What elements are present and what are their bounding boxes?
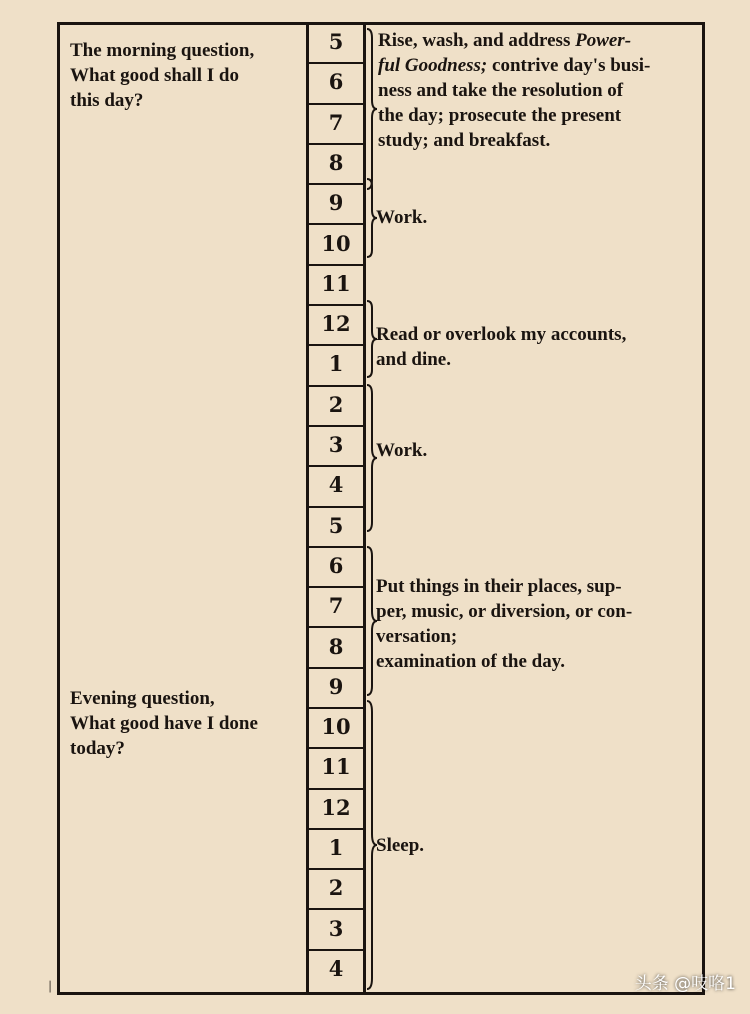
hour-label: 6 <box>328 552 344 578</box>
evening-question-line-3: today? <box>70 738 125 759</box>
activity-morning-text-1: Rise, wash, and address <box>378 30 576 51</box>
hour-divider <box>309 143 363 145</box>
hour-label: 4 <box>328 955 344 981</box>
hour-divider <box>309 908 363 910</box>
hour-label: 6 <box>328 69 344 95</box>
hour-divider <box>309 344 363 346</box>
evening-question <box>70 686 305 761</box>
hour-divider <box>309 385 363 387</box>
hour-divider <box>309 304 363 306</box>
hour-divider <box>309 183 363 185</box>
hour-divider <box>309 223 363 225</box>
hour-divider <box>309 949 363 951</box>
activity-evening-line-1: Put things in their places, sup- <box>376 576 622 597</box>
hour-divider <box>309 62 363 64</box>
hour-label: 11 <box>321 754 351 780</box>
hour-divider <box>309 788 363 790</box>
morning-question <box>70 38 305 113</box>
page-edge-mark: │ <box>47 982 54 993</box>
hour-divider <box>309 667 363 669</box>
hour-label: 12 <box>321 311 351 337</box>
hour-label: 5 <box>328 29 344 55</box>
morning-question-line-3: this day? <box>70 90 144 111</box>
activity-morning-text-3: ness and take the resolution of <box>378 80 624 101</box>
hour-label: 3 <box>328 432 344 458</box>
activity-evening-line-4: examination of the day. <box>376 651 565 672</box>
activity-noon-line-2: and dine. <box>376 349 451 370</box>
hour-divider <box>309 264 363 266</box>
hour-divider <box>309 747 363 749</box>
hour-divider <box>309 707 363 709</box>
activity-evening-line-3: versation; <box>376 626 458 647</box>
morning-question-line-1: The morning question, <box>70 40 255 61</box>
morning-question-line-2: What good shall I do <box>70 65 239 86</box>
hour-label: 11 <box>321 270 351 296</box>
hour-label: 2 <box>328 875 344 901</box>
activity-morning-italic-1: Power- <box>575 30 632 51</box>
evening-question-line-2: What good have I done <box>70 713 258 734</box>
morning-brace <box>366 28 378 190</box>
hour-label: 8 <box>328 633 344 659</box>
activity-morning <box>378 28 703 153</box>
hour-divider <box>309 425 363 427</box>
watermark-label: 头条 @吱咯1 <box>634 974 736 994</box>
hour-label: 9 <box>328 190 344 216</box>
hour-label: 10 <box>321 230 351 256</box>
activity-noon-line-1: Read or overlook my accounts, <box>376 324 627 345</box>
hour-label: 1 <box>328 351 344 377</box>
hour-divider <box>309 546 363 548</box>
activity-morning-italic-2: ful Goodness; <box>378 55 488 76</box>
hour-divider <box>309 828 363 830</box>
hour-divider <box>309 506 363 508</box>
hour-label: 9 <box>328 673 344 699</box>
hour-label: 4 <box>328 472 344 498</box>
activity-evening-line-2: per, music, or diversion, or con- <box>376 601 633 622</box>
hour-label: 8 <box>328 150 344 176</box>
hour-label: 2 <box>328 391 344 417</box>
hour-divider <box>309 465 363 467</box>
hour-divider <box>309 103 363 105</box>
evening-question-line-1: Evening question, <box>70 688 215 709</box>
hour-divider <box>309 626 363 628</box>
activity-noon <box>376 322 701 372</box>
activity-morning-text-5: study; and breakfast. <box>378 130 551 151</box>
activity-morning-text-4: the day; prosecute the present <box>378 105 622 126</box>
activity-morning-text-2: contrive day's busi- <box>487 55 651 76</box>
hour-label: 7 <box>328 593 344 619</box>
hour-divider <box>309 868 363 870</box>
hour-divider <box>309 586 363 588</box>
hour-label: 12 <box>321 794 351 820</box>
hour-label: 5 <box>328 512 344 538</box>
activity-evening <box>376 574 701 674</box>
hour-label: 3 <box>328 915 344 941</box>
hour-label: 10 <box>321 714 351 740</box>
activity-work-morning: Work. <box>376 207 428 228</box>
hour-label: 1 <box>328 834 344 860</box>
hour-label: 7 <box>328 109 344 135</box>
activity-work-afternoon: Work. <box>376 440 428 461</box>
hours-column <box>306 22 366 995</box>
activity-night: Sleep. <box>376 835 425 856</box>
